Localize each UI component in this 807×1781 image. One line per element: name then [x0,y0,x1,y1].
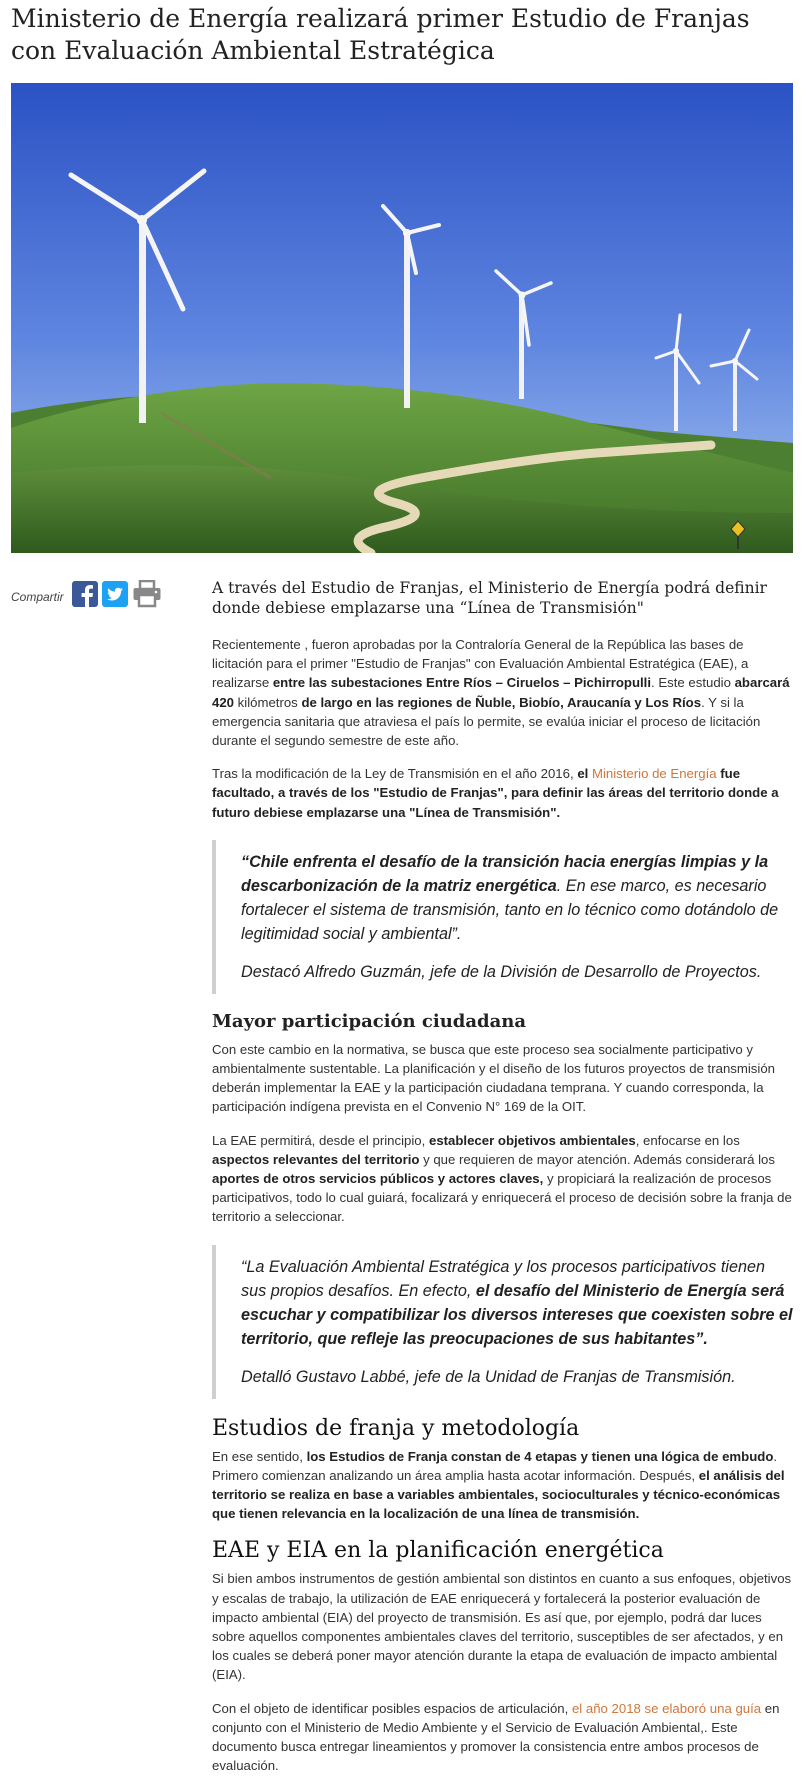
section-heading-metodologia: Estudios de franja y metodología [212,1415,580,1441]
facebook-share-button[interactable] [72,581,98,612]
section-heading-eae-eia: EAE y EIA en la planificación energética [212,1538,664,1564]
article-body [212,578,794,1781]
share-bar [11,580,166,613]
quote-attribution: Detalló Gustavo Labbé, jefe de la Unidad de Franjas de Transmisión. [241,1367,736,1386]
hero-image [11,83,793,553]
print-icon [132,580,162,608]
section-heading-participacion: Mayor participación ciudadana [212,1010,527,1032]
quote-attribution: Destacó Alfredo Guzmán, jefe de la División de Desarrollo de Proyectos. [241,962,762,981]
twitter-share-button[interactable] [102,581,128,612]
share-label: Compartir [11,589,64,604]
article-title: Ministerio de Energía realizará primer Estudio de Franjas con Evaluación Ambiental Estratégica [11,4,750,65]
paragraph-guia: Con el objeto de identificar posibles espacios de articulación, el año 2018 se elaboró una guía en conjunto con el Ministerio de Medio Ambiente y el Servicio de Evaluación Ambiental,. Este documento busca entregar lineamientos y promover la consistencia entre ambos procesos de evaluación. [212,1700,780,1774]
paragraph-law: Tras la modificación de la Ley de Transmisión en el año 2016, el Ministerio de Energía fue facultado, a través de los "Estudio de Franjas", para definir las áreas del territorio donde a futuro debiese emplazarse una "Línea de Transmisión". [212,766,779,820]
guia-2018-link[interactable]: el año 2018 se elaboró una guía [571,1700,762,1716]
paragraph-participacion: Con este cambio en la normativa, se busca que este proceso sea socialmente participativo y ambientalmente sustentable. La planificación y el diseño de los futuros proyectos de transmisión deberán implementar la EAE y la participación ciudadana temprana. Y cuando corresponda, la participación indígena prevista en el Convenio N° 169 de la OIT. [212,1041,775,1115]
article-lead: A través del Estudio de Franjas, el Ministerio de Energía podrá definir donde debiese emplazarse una “Línea de Transmisión" [212,579,767,617]
paragraph-intro: Recientemente , fueron aprobadas por la Contraloría General de la República las bases de licitación para el primer "Estudio de Franjas" con Evaluación Ambiental Estratégica (EAE), a realizarse entre las subestaciones Entre Ríos – Ciruelos – Pichirropulli. Este estudio abarcará 420 kilómetros de largo en las regiones de Ñuble, Biobío, Araucanía y Los Ríos. Y si la emergencia sanitaria que atraviesa el país lo permite, se evalúa iniciar el proceso de licitación durante el segundo semestre de este año. [212,637,790,749]
print-button[interactable] [132,580,162,613]
paragraph-eae-eia: Si bien ambos instrumentos de gestión ambiental son distintos en cuanto a sus enfoques, objetivos y escalas de trabajo, la utilización de EAE enriquecerá y fortalecerá la posterior evaluación de impacto ambiental (EIA) del proyecto de transmisión. Es así que, por ejemplo, podrá dar luces sobre aquellos componentes ambientales claves del territorio, susceptibles de ser afectados, y en los cuales se deberá poner mayor atención durante la etapa de evaluación de impacto ambiental (EIA). [212,1571,792,1683]
quote-guzman: “Chile enfrenta el desafío de la transición hacia energías limpias y la descarbonización de la matriz energética. En ese marco, es necesario fortalecer el sistema de transmisión, tanto en lo técnico como dotándolo de legitimidad social y ambiental”. Destacó Alfredo Guzmán, jefe de la División de Desarrollo de Proyectos. [212,840,794,994]
quote-labbe: “La Evaluación Ambiental Estratégica y los procesos participativos tienen sus propios desafíos. En efecto, el desafío del Ministerio de Energía será escuchar y compatibilizar los diversos intereses que coexisten sobre el territorio, que refleje las preocupaciones de sus habitantes”. Detalló Gustavo Labbé, jefe de la Unidad de Franjas de Transmisión. [212,1245,794,1399]
paragraph-eae: La EAE permitirá, desde el principio, establecer objetivos ambientales, enfocarse en los aspectos relevantes del territorio y que requieren de mayor atención. Además considerará los aportes de otros servicios públicos y actores claves, y propiciará la realización de procesos participativos, todo lo cual guiará, focalizará y enriquecerá el proceso de decisión sobre la franja de territorio a seleccionar. [212,1132,792,1225]
paragraph-metodologia: En ese sentido, los Estudios de Franja constan de 4 etapas y tienen una lógica de embudo. Primero comienzan analizando un área amplia hasta acotar información. Después, el análisis del territorio se realiza en base a variables ambientales, socioculturales y técnico-económicas que tienen relevancia en la localización de una línea de transmisión. [212,1448,785,1522]
facebook-icon [72,581,98,607]
ministerio-energia-link[interactable]: Ministerio de Energía [591,766,717,782]
twitter-icon [102,581,128,607]
wind-turbines-image [11,83,793,553]
